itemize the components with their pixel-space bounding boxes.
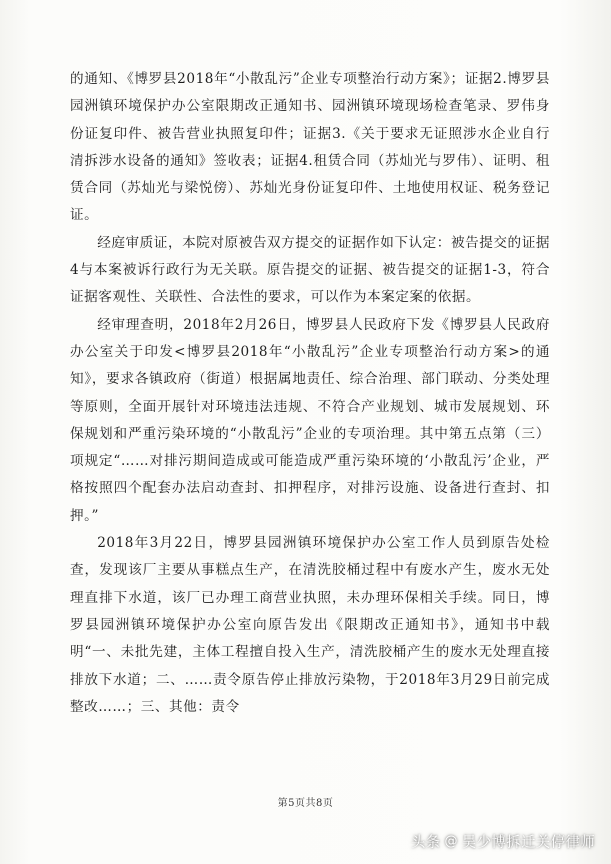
watermark-source: 头条 (410, 835, 441, 851)
paragraph-facts-government-notice: 经审理查明，2018年2月26日，博罗县人民政府下发《博罗县人民政府办公室关于印发<博罗县2018年“小散乱污”企业专项整治行动方案>的通知》，要求各镇政府（街道）根据属地责任、综合治理、部门联动、分类处理等原则，全面开展针对环境违法违规、不符合产业规划、城市发展规划、环保规划和严重污染环境的“小散乱污”企业的专项治理。其中第五点第（三）项规定“……对排污期间造成或可能造成严重污染环境的‘小散乱污’企业，严格按照四个配套办法启动查封、扣押程序，对排污设施、设备进行查封、扣押。” (70, 316, 550, 524)
watermark-at-sign: @ (444, 834, 458, 849)
paragraph-evidence-assessment: 经庭审质证，本院对原被告双方提交的证据作如下认定：被告提交的证据4与本案被诉行政行为无关联。原告提交的证据、被告提交的证据1-3，符合证据客观性、关联性、合法性的要求，可以作为本案定案的依据。 (70, 234, 550, 306)
paragraph-facts-inspection: 2018年3月22日，博罗县园洲镇环境保护办公室工作人员到原告处检查，发现该厂主要从事糕点生产，在清洗胶桶过程中有废水产生，废水无处理直排下水道，该厂已办理工商营业执照，未办理环保相关手续。同日，博罗县园洲镇环境保护办公室向原告发出《限期改正通知书》，通知书中载明“一、未批先建，主体工程擅自投入生产，清洗胶桶产生的废水无处理直接排放下水道；二、……责令原告停止排放污染物，于2018年3月29日前完成整改……；三、其他：责令 (70, 535, 550, 715)
page-number-footer: 第5页共8页 (277, 798, 334, 809)
paragraph-evidence-list: 的通知、《博罗县2018年“小散乱污”企业专项整治行动方案》；证据2.博罗县园洲镇环境保护办公室限期改正通知书、园洲镇环境现场检查笔录、罗伟身份证复印件、被告营业执照复印件；证据3.《关于要求无证照涉水企业自行清拆涉水设备的通知》签收表；证据4.租赁合同（苏灿光与罗伟）、证明、租赁合同（苏灿光与梁悦傍）、苏灿光身份证复印件、土地使用权证、税务登记证。 (70, 71, 550, 224)
document-body (70, 66, 550, 721)
watermark (411, 831, 595, 852)
watermark-author: 吴少博拆迁关停律师 (461, 835, 595, 851)
